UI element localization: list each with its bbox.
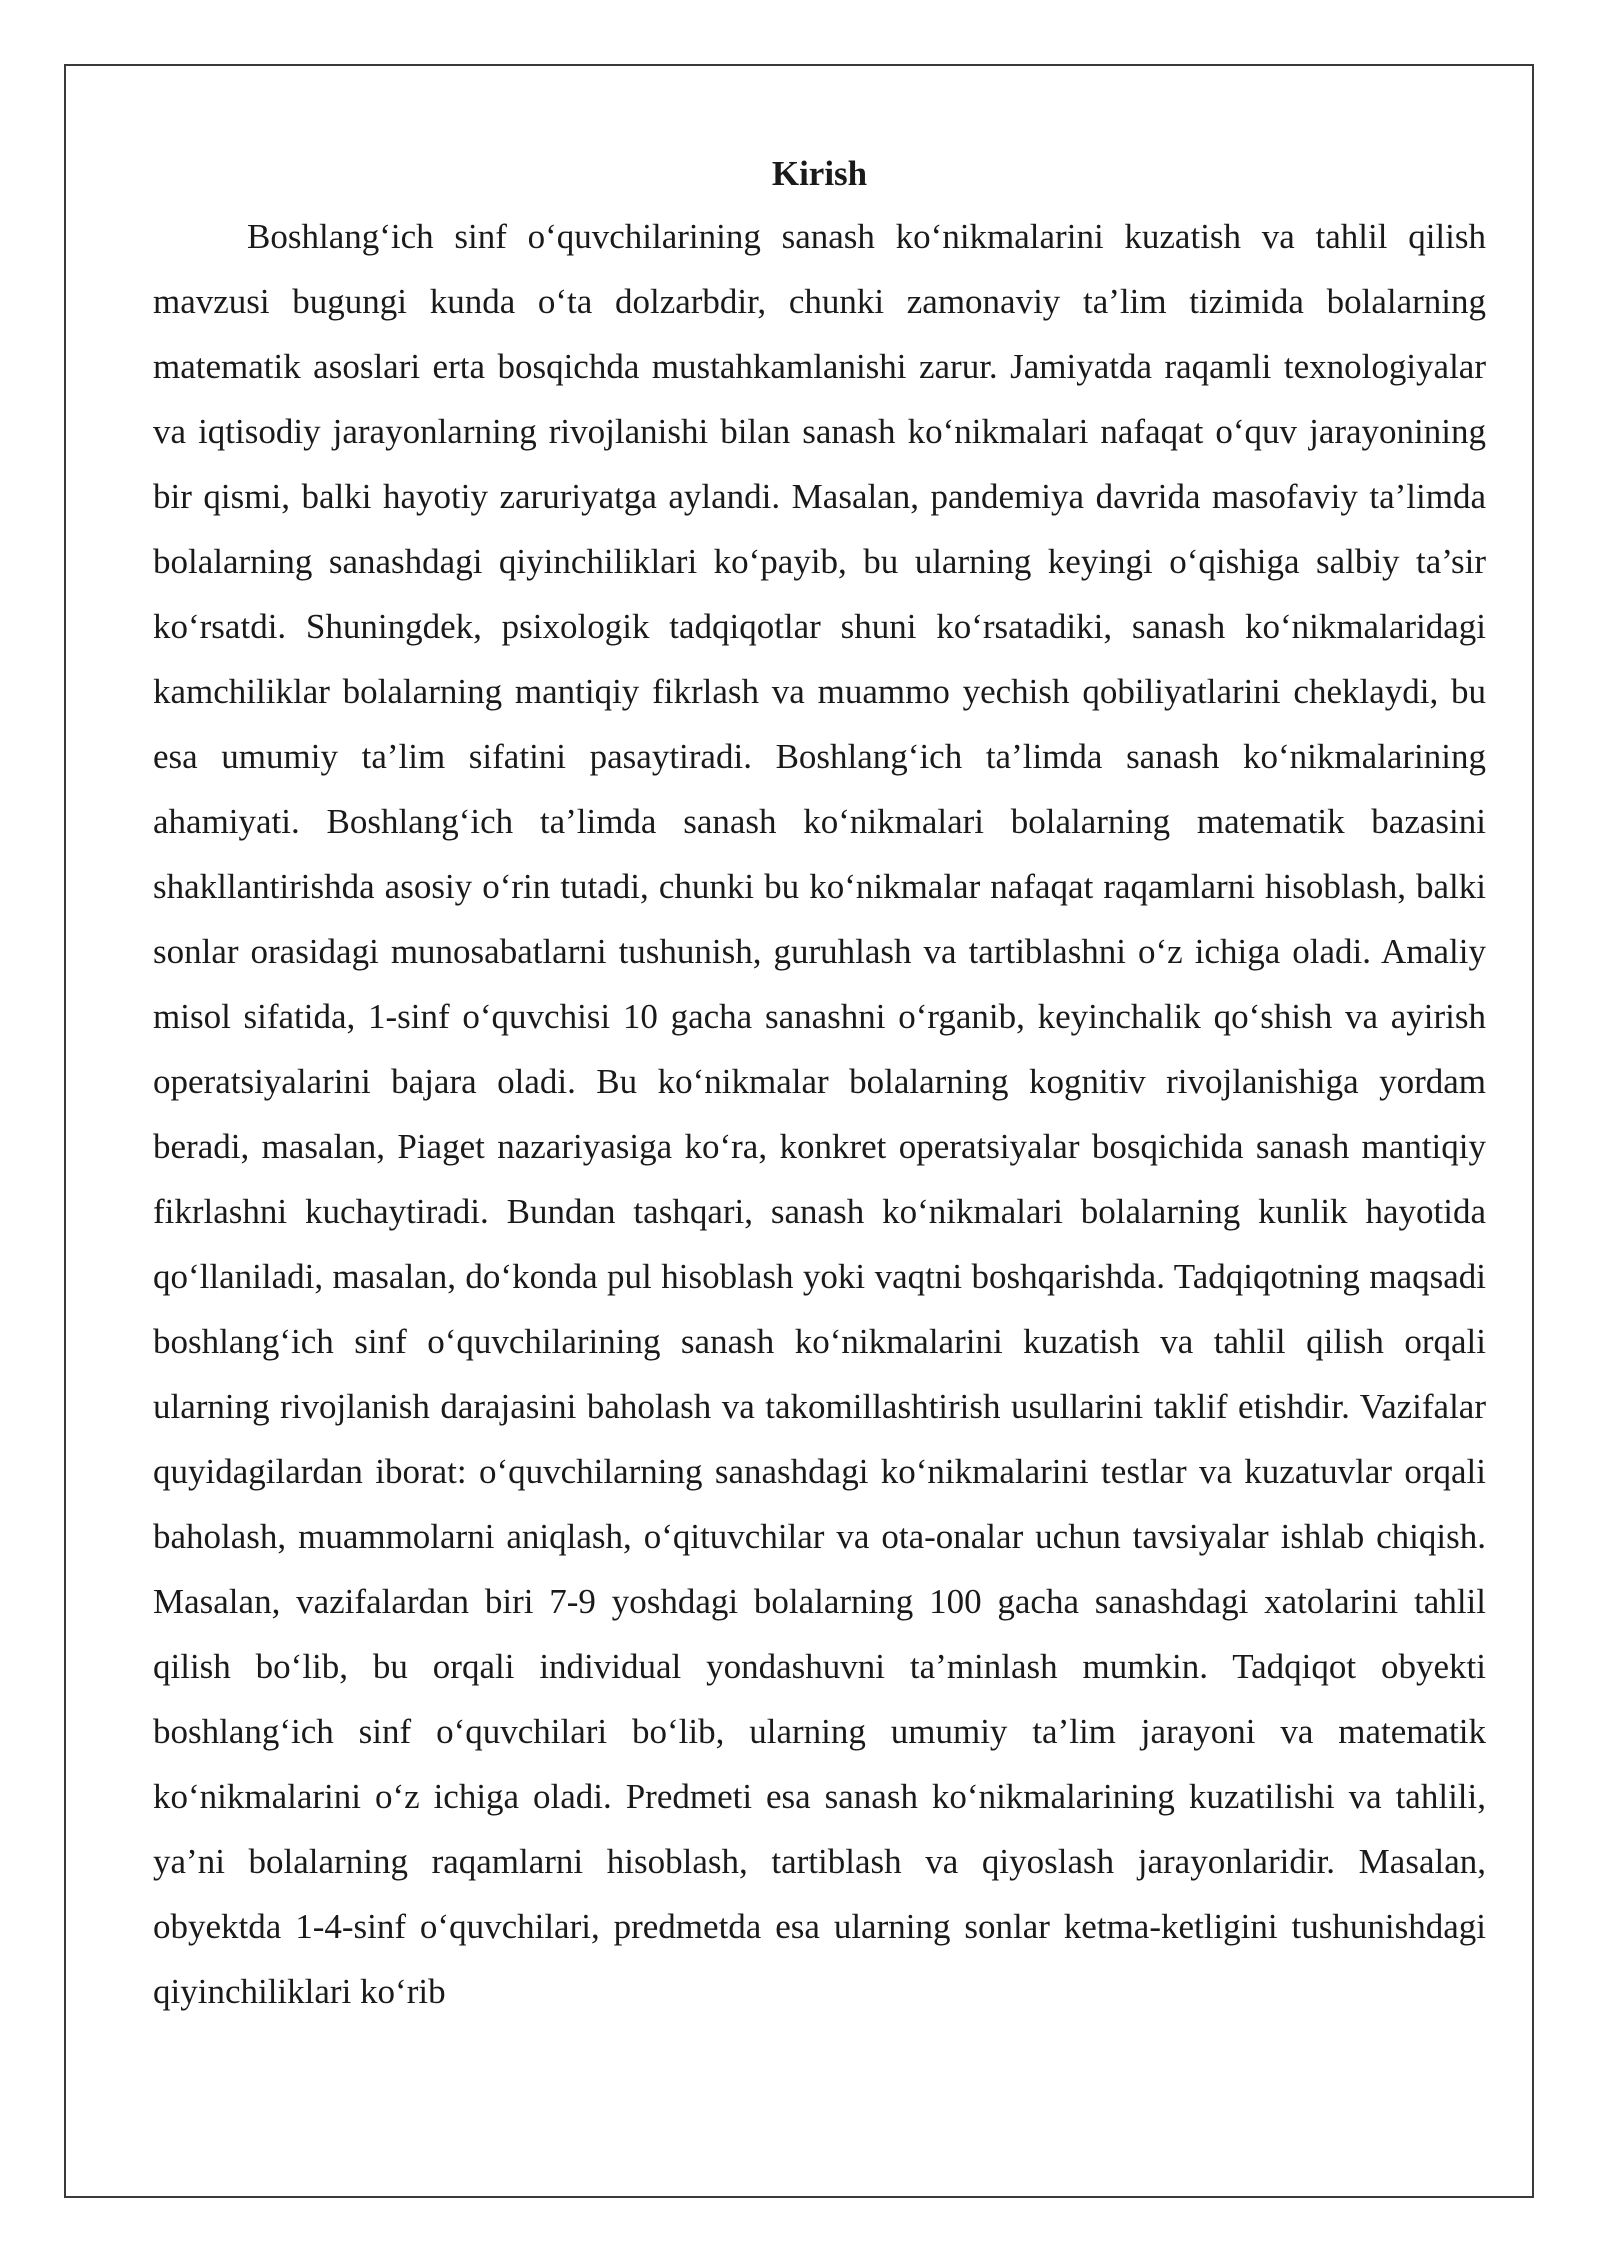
body-paragraph: Boshlang‘ich sinf o‘quvchilarining sanash ko‘nikmalarini kuzatish va tahlil qilish mavzusi bugungi kunda o‘ta dolzarbdir, chunki zamonaviy ta’lim tizimida bolalarning matematik asoslari erta bosqichda mustahkamlanishi zarur. Jamiyatda raqamli texnologiyalar va iqtisodiy jarayonlarning rivojlanishi bilan sanash ko‘nikmalari nafaqat o‘quv jarayonining bir qismi, balki hayotiy zaruriyatga aylandi. Masalan, pandemiya davrida masofaviy ta’limda bolalarning sanashdagi qiyinchiliklari ko‘payib, bu ularning keyingi o‘qishiga salbiy ta’sir ko‘rsatdi. Shuningdek, psixologik tadqiqotlar shuni ko‘rsatadiki, sanash ko‘nikmalaridagi kamchiliklar bolalarning mantiqiy fikrlash va muammo yechish qobiliyatlarini cheklaydi, bu esa umumiy ta’lim sifatini pasaytiradi. Boshlang‘ich ta’limda sanash ko‘nikmalarining ahamiyati. Boshlang‘ich ta’limda sanash ko‘nikmalari bolalarning matematik bazasini shakllantirishda asosiy o‘rin tutadi, chunki bu ko‘nikmalar nafaqat raqamlarni hisoblash, balki sonlar orasidagi munosabatlarni tushunish, guruhlash va tartiblashni o‘z ichiga oladi. Amaliy misol sifatida, 1-sinf o‘quvchisi 10 gacha sanashni o‘rganib, keyinchalik qo‘shish va ayirish operatsiyalarini bajara oladi. Bu ko‘nikmalar bolalarning kognitiv rivojlanishiga yordam beradi, masalan, Piaget nazariyasiga ko‘ra, konkret operatsiyalar bosqichida sanash mantiqiy fikrlashni kuchaytiradi. Bundan tashqari, sanash ko‘nikmalari bolalarning kunlik hayotida qo‘llaniladi, masalan, do‘konda pul hisoblash yoki vaqtni boshqarishda. Tadqiqotning maqsadi boshlang‘ich sinf o‘quvchilarining sanash ko‘nikmalarini kuzatish va tahlil qilish orqali ularning rivojlanish darajasini baholash va takomillashtirish usullarini taklif etishdir. Vazifalar quyidagilardan iborat: o‘quvchilarning sanashdagi ko‘nikmalarini testlar va kuzatuvlar orqali baholash, muammolarni aniqlash, o‘qituvchilar va ota-onalar uchun tavsiyalar ishlab chiqish. Masalan, vazifalardan biri 7-9 yoshdagi bolalarning 100 gacha sanashdagi xatolarini tahlil qilish bo‘lib, bu orqali individual yondashuvni ta’minlash mumkin. Tadqiqot obyekti boshlang‘ich sinf o‘quvchilari bo‘lib, ularning umumiy ta’lim jarayoni va matematik ko‘nikmalarini o‘z ichiga oladi. Predmeti esa sanash ko‘nikmalarining kuzatilishi va tahlili, ya’ni bolalarning raqamlarni hisoblash, tartiblash va qiyoslash jarayonlaridir. Masalan, obyektda 1-4-sinf o‘quvchilari, predmetda esa ularning sonlar ketma-ketligini tushunishdagi qiyinchiliklari ko‘rib: [153, 217, 1486, 2011]
document-title: Kirish: [771, 154, 868, 193]
document-content: [153, 144, 1486, 2024]
